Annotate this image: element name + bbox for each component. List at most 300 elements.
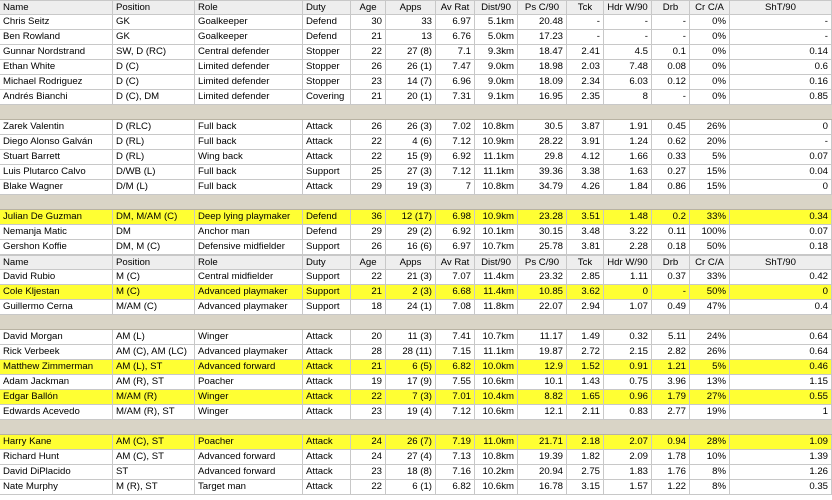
- cell-av-rat: 6.76: [436, 30, 475, 44]
- cell-tck: 3.15: [567, 480, 604, 494]
- cell-tck: 2.41: [567, 45, 604, 59]
- cell-apps: 13: [386, 30, 436, 44]
- column-header-age[interactable]: Age: [351, 256, 386, 270]
- cell-hdr-w-90: -: [604, 15, 652, 29]
- cell-drb: -: [652, 15, 690, 29]
- column-header-name[interactable]: Name: [0, 1, 113, 15]
- cell-role: Full back: [195, 165, 303, 179]
- cell-hdr-w-90: 1.66: [604, 150, 652, 164]
- column-header-role[interactable]: Role: [195, 1, 303, 15]
- cell-position: D/M (L): [113, 180, 195, 194]
- cell-hdr-w-90: 7.48: [604, 60, 652, 74]
- column-header-position[interactable]: Position: [113, 1, 195, 15]
- column-header-ps-c-90[interactable]: Ps C/90: [518, 256, 567, 270]
- column-header-cr-c-a[interactable]: Cr C/A: [690, 1, 730, 15]
- column-header-apps[interactable]: Apps: [386, 1, 436, 15]
- cell-drb: 0.45: [652, 120, 690, 134]
- cell-av-rat: 7.12: [436, 405, 475, 419]
- column-header-cr-c-a[interactable]: Cr C/A: [690, 256, 730, 270]
- cell-age: 20: [351, 330, 386, 344]
- cell-sht-90: -: [730, 30, 832, 44]
- column-header-tck[interactable]: Tck: [567, 256, 604, 270]
- cell-sht-90: 0.64: [730, 330, 832, 344]
- cell-sht-90: 0.18: [730, 240, 832, 254]
- cell-dist-90: 11.1km: [475, 165, 518, 179]
- cell-dist-90: 10.9km: [475, 135, 518, 149]
- cell-position: SW, D (RC): [113, 45, 195, 59]
- cell-duty: Support: [303, 165, 351, 179]
- player-row[interactable]: [0, 180, 832, 195]
- cell-name: Guillermo Cerna: [0, 300, 113, 314]
- cell-dist-90: 10.8km: [475, 180, 518, 194]
- cell-sht-90: 0.07: [730, 225, 832, 239]
- cell-dist-90: 9.3km: [475, 45, 518, 59]
- cell-age: 22: [351, 45, 386, 59]
- player-row[interactable]: [0, 30, 832, 45]
- cell-ps-c-90: 25.78: [518, 240, 567, 254]
- cell-cr-c-a: 15%: [690, 165, 730, 179]
- cell-tck: 3.91: [567, 135, 604, 149]
- column-header-dist-90[interactable]: Dist/90: [475, 1, 518, 15]
- cell-role: Goalkeeper: [195, 15, 303, 29]
- cell-role: Advanced playmaker: [195, 345, 303, 359]
- player-row[interactable]: [0, 240, 832, 255]
- cell-cr-c-a: 28%: [690, 435, 730, 449]
- cell-role: Poacher: [195, 435, 303, 449]
- cell-av-rat: 7.16: [436, 465, 475, 479]
- cell-dist-90: 10.8km: [475, 120, 518, 134]
- cell-apps: 16 (6): [386, 240, 436, 254]
- cell-cr-c-a: 33%: [690, 210, 730, 224]
- cell-hdr-w-90: 0.91: [604, 360, 652, 374]
- cell-av-rat: 7.01: [436, 390, 475, 404]
- cell-drb: 0.18: [652, 240, 690, 254]
- cell-name: Blake Wagner: [0, 180, 113, 194]
- cell-tck: 4.26: [567, 180, 604, 194]
- cell-age: 22: [351, 480, 386, 494]
- cell-role: Advanced playmaker: [195, 285, 303, 299]
- cell-sht-90: -: [730, 15, 832, 29]
- cell-name: Matthew Zimmerman: [0, 360, 113, 374]
- cell-apps: 14 (7): [386, 75, 436, 89]
- player-row[interactable]: [0, 345, 832, 360]
- cell-apps: 26 (7): [386, 435, 436, 449]
- cell-av-rat: 6.97: [436, 15, 475, 29]
- cell-duty: Stopper: [303, 60, 351, 74]
- cell-duty: Attack: [303, 375, 351, 389]
- cell-duty: Support: [303, 240, 351, 254]
- cell-position: M/AM (C): [113, 300, 195, 314]
- cell-tck: 3.62: [567, 285, 604, 299]
- cell-apps: 6 (5): [386, 360, 436, 374]
- player-row[interactable]: [0, 75, 832, 90]
- cell-position: D (C): [113, 60, 195, 74]
- group-divider: [0, 195, 832, 210]
- cell-apps: 26 (1): [386, 60, 436, 74]
- column-header-role[interactable]: Role: [195, 256, 303, 270]
- cell-sht-90: 1: [730, 405, 832, 419]
- cell-av-rat: 7.1: [436, 45, 475, 59]
- cell-drb: 1.76: [652, 465, 690, 479]
- cell-duty: Defend: [303, 30, 351, 44]
- cell-age: 21: [351, 285, 386, 299]
- cell-hdr-w-90: 0: [604, 285, 652, 299]
- cell-apps: 19 (3): [386, 180, 436, 194]
- cell-drb: 0.08: [652, 60, 690, 74]
- cell-sht-90: 0: [730, 120, 832, 134]
- cell-role: Limited defender: [195, 75, 303, 89]
- column-header-hdr-w-90[interactable]: Hdr W/90: [604, 256, 652, 270]
- cell-age: 24: [351, 450, 386, 464]
- cell-ps-c-90: 18.98: [518, 60, 567, 74]
- cell-duty: Attack: [303, 150, 351, 164]
- cell-cr-c-a: 0%: [690, 30, 730, 44]
- cell-sht-90: 1.39: [730, 450, 832, 464]
- player-row[interactable]: [0, 165, 832, 180]
- cell-drb: 0.62: [652, 135, 690, 149]
- cell-role: Poacher: [195, 375, 303, 389]
- highlighted-player-row[interactable]: [0, 210, 832, 225]
- cell-dist-90: 10.9km: [475, 210, 518, 224]
- cell-ps-c-90: 12.9: [518, 360, 567, 374]
- cell-hdr-w-90: 2.15: [604, 345, 652, 359]
- cell-apps: 33: [386, 15, 436, 29]
- cell-name: Ben Rowland: [0, 30, 113, 44]
- cell-cr-c-a: 15%: [690, 180, 730, 194]
- cell-drb: 2.82: [652, 345, 690, 359]
- cell-position: M/AM (R): [113, 390, 195, 404]
- highlighted-player-row[interactable]: [0, 435, 832, 450]
- cell-tck: 1.65: [567, 390, 604, 404]
- cell-position: DM, M (C): [113, 240, 195, 254]
- cell-tck: 3.51: [567, 210, 604, 224]
- cell-position: GK: [113, 30, 195, 44]
- cell-sht-90: 0.34: [730, 210, 832, 224]
- cell-name: Luis Plutarco Calvo: [0, 165, 113, 179]
- cell-role: Central defender: [195, 45, 303, 59]
- cell-position: AM (L): [113, 330, 195, 344]
- highlighted-player-row[interactable]: [0, 360, 832, 375]
- cell-ps-c-90: 30.5: [518, 120, 567, 134]
- cell-position: AM (C), ST: [113, 450, 195, 464]
- cell-age: 26: [351, 240, 386, 254]
- cell-drb: -: [652, 285, 690, 299]
- player-row[interactable]: [0, 135, 832, 150]
- cell-tck: 2.03: [567, 60, 604, 74]
- cell-ps-c-90: 29.8: [518, 150, 567, 164]
- player-row[interactable]: [0, 270, 832, 285]
- cell-sht-90: 0.85: [730, 90, 832, 104]
- cell-name: David Morgan: [0, 330, 113, 344]
- cell-tck: 3.87: [567, 120, 604, 134]
- cell-sht-90: 1.26: [730, 465, 832, 479]
- cell-tck: 2.34: [567, 75, 604, 89]
- player-row[interactable]: [0, 15, 832, 30]
- table-header-row: [0, 0, 832, 15]
- cell-age: 19: [351, 375, 386, 389]
- cell-apps: 26 (3): [386, 120, 436, 134]
- cell-duty: Attack: [303, 390, 351, 404]
- cell-tck: 1.52: [567, 360, 604, 374]
- cell-tck: 2.35: [567, 90, 604, 104]
- player-row[interactable]: [0, 45, 832, 60]
- cell-duty: Defend: [303, 225, 351, 239]
- cell-name: Edgar Ballón: [0, 390, 113, 404]
- cell-drb: 5.11: [652, 330, 690, 344]
- cell-role: Limited defender: [195, 60, 303, 74]
- cell-av-rat: 7.31: [436, 90, 475, 104]
- cell-apps: 29 (2): [386, 225, 436, 239]
- cell-dist-90: 10.2km: [475, 465, 518, 479]
- cell-apps: 4 (6): [386, 135, 436, 149]
- cell-name: Chris Seitz: [0, 15, 113, 29]
- cell-ps-c-90: 10.1: [518, 375, 567, 389]
- cell-sht-90: 0.07: [730, 150, 832, 164]
- player-row[interactable]: [0, 465, 832, 480]
- column-header-age[interactable]: Age: [351, 1, 386, 15]
- cell-age: 18: [351, 300, 386, 314]
- cell-name: Harry Kane: [0, 435, 113, 449]
- cell-ps-c-90: 18.09: [518, 75, 567, 89]
- cell-sht-90: -: [730, 135, 832, 149]
- player-row[interactable]: [0, 375, 832, 390]
- cell-duty: Attack: [303, 345, 351, 359]
- cell-ps-c-90: 20.48: [518, 15, 567, 29]
- column-header-tck[interactable]: Tck: [567, 1, 604, 15]
- cell-drb: 3.96: [652, 375, 690, 389]
- cell-ps-c-90: 18.47: [518, 45, 567, 59]
- cell-role: Defensive midfielder: [195, 240, 303, 254]
- cell-role: Winger: [195, 405, 303, 419]
- cell-name: Gunnar Nordstrand: [0, 45, 113, 59]
- cell-ps-c-90: 39.36: [518, 165, 567, 179]
- cell-name: Diego Alonso Galván: [0, 135, 113, 149]
- player-row[interactable]: [0, 150, 832, 165]
- cell-drb: 0.49: [652, 300, 690, 314]
- cell-sht-90: 0.16: [730, 75, 832, 89]
- cell-hdr-w-90: 0.83: [604, 405, 652, 419]
- highlighted-player-row[interactable]: [0, 285, 832, 300]
- cell-position: M (C): [113, 270, 195, 284]
- cell-drb: 0.33: [652, 150, 690, 164]
- cell-position: D (RL): [113, 150, 195, 164]
- column-header-ps-c-90[interactable]: Ps C/90: [518, 1, 567, 15]
- cell-ps-c-90: 23.28: [518, 210, 567, 224]
- cell-sht-90: 0.14: [730, 45, 832, 59]
- cell-ps-c-90: 23.32: [518, 270, 567, 284]
- column-header-apps[interactable]: Apps: [386, 256, 436, 270]
- cell-av-rat: 6.92: [436, 150, 475, 164]
- cell-ps-c-90: 28.22: [518, 135, 567, 149]
- cell-name: Ethan White: [0, 60, 113, 74]
- cell-position: M (R), ST: [113, 480, 195, 494]
- cell-role: Winger: [195, 390, 303, 404]
- cell-cr-c-a: 0%: [690, 75, 730, 89]
- cell-dist-90: 10.6km: [475, 405, 518, 419]
- cell-cr-c-a: 24%: [690, 330, 730, 344]
- cell-dist-90: 11.0km: [475, 435, 518, 449]
- cell-av-rat: 7.47: [436, 60, 475, 74]
- cell-dist-90: 11.1km: [475, 150, 518, 164]
- column-header-position[interactable]: Position: [113, 256, 195, 270]
- cell-tck: 2.85: [567, 270, 604, 284]
- cell-av-rat: 6.82: [436, 360, 475, 374]
- cell-av-rat: 7.55: [436, 375, 475, 389]
- cell-cr-c-a: 8%: [690, 465, 730, 479]
- cell-position: AM (C), ST: [113, 435, 195, 449]
- cell-ps-c-90: 19.39: [518, 450, 567, 464]
- cell-av-rat: 6.96: [436, 75, 475, 89]
- player-row[interactable]: [0, 405, 832, 420]
- cell-drb: 0.12: [652, 75, 690, 89]
- cell-name: Michael Rodriguez: [0, 75, 113, 89]
- cell-age: 36: [351, 210, 386, 224]
- cell-position: AM (R), ST: [113, 375, 195, 389]
- cell-cr-c-a: 0%: [690, 45, 730, 59]
- cell-position: DM: [113, 225, 195, 239]
- cell-ps-c-90: 16.78: [518, 480, 567, 494]
- cell-tck: 1.43: [567, 375, 604, 389]
- cell-cr-c-a: 100%: [690, 225, 730, 239]
- cell-drb: 0.11: [652, 225, 690, 239]
- cell-apps: 2 (3): [386, 285, 436, 299]
- player-row[interactable]: [0, 90, 832, 105]
- player-row[interactable]: [0, 330, 832, 345]
- column-header-sht-90[interactable]: ShT/90: [730, 256, 832, 270]
- cell-role: Advanced forward: [195, 465, 303, 479]
- cell-sht-90: 0.6: [730, 60, 832, 74]
- cell-name: Rick Verbeek: [0, 345, 113, 359]
- cell-sht-90: 0.55: [730, 390, 832, 404]
- cell-age: 24: [351, 435, 386, 449]
- cell-drb: 0.27: [652, 165, 690, 179]
- player-row[interactable]: [0, 300, 832, 315]
- cell-av-rat: 7.07: [436, 270, 475, 284]
- cell-age: 23: [351, 75, 386, 89]
- cell-cr-c-a: 50%: [690, 285, 730, 299]
- cell-dist-90: 10.6km: [475, 375, 518, 389]
- cell-cr-c-a: 50%: [690, 240, 730, 254]
- cell-ps-c-90: 10.85: [518, 285, 567, 299]
- cell-hdr-w-90: 1.48: [604, 210, 652, 224]
- cell-tck: 2.75: [567, 465, 604, 479]
- cell-role: Full back: [195, 180, 303, 194]
- cell-hdr-w-90: 0.75: [604, 375, 652, 389]
- cell-duty: Attack: [303, 360, 351, 374]
- player-row[interactable]: [0, 450, 832, 465]
- column-header-drb[interactable]: Drb: [652, 256, 690, 270]
- cell-cr-c-a: 10%: [690, 450, 730, 464]
- cell-sht-90: 0: [730, 285, 832, 299]
- cell-ps-c-90: 30.15: [518, 225, 567, 239]
- column-header-hdr-w-90[interactable]: Hdr W/90: [604, 1, 652, 15]
- cell-hdr-w-90: 1.63: [604, 165, 652, 179]
- column-header-name[interactable]: Name: [0, 256, 113, 270]
- cell-apps: 28 (11): [386, 345, 436, 359]
- cell-apps: 27 (3): [386, 165, 436, 179]
- column-header-duty[interactable]: Duty: [303, 1, 351, 15]
- highlighted-player-row[interactable]: [0, 390, 832, 405]
- cell-cr-c-a: 20%: [690, 135, 730, 149]
- cell-name: Zarek Valentin: [0, 120, 113, 134]
- cell-ps-c-90: 19.87: [518, 345, 567, 359]
- cell-hdr-w-90: 1.84: [604, 180, 652, 194]
- cell-tck: 1.82: [567, 450, 604, 464]
- cell-name: David DiPlacido: [0, 465, 113, 479]
- cell-drb: -: [652, 30, 690, 44]
- cell-apps: 17 (9): [386, 375, 436, 389]
- player-row[interactable]: [0, 120, 832, 135]
- cell-hdr-w-90: 2.28: [604, 240, 652, 254]
- cell-av-rat: 7: [436, 180, 475, 194]
- column-header-dist-90[interactable]: Dist/90: [475, 256, 518, 270]
- cell-age: 21: [351, 360, 386, 374]
- cell-dist-90: 10.8km: [475, 450, 518, 464]
- cell-hdr-w-90: 1.91: [604, 120, 652, 134]
- cell-name: Nemanja Matic: [0, 225, 113, 239]
- cell-position: D (C), DM: [113, 90, 195, 104]
- cell-drb: 0.2: [652, 210, 690, 224]
- cell-sht-90: 0.4: [730, 300, 832, 314]
- cell-hdr-w-90: 1.83: [604, 465, 652, 479]
- cell-age: 22: [351, 150, 386, 164]
- cell-hdr-w-90: 1.07: [604, 300, 652, 314]
- cell-age: 22: [351, 135, 386, 149]
- cell-av-rat: 6.68: [436, 285, 475, 299]
- cell-duty: Attack: [303, 180, 351, 194]
- column-header-av-rat[interactable]: Av Rat: [436, 1, 475, 15]
- cell-av-rat: 6.98: [436, 210, 475, 224]
- cell-duty: Covering: [303, 90, 351, 104]
- cell-role: Target man: [195, 480, 303, 494]
- cell-tck: -: [567, 15, 604, 29]
- cell-position: DM, M/AM (C): [113, 210, 195, 224]
- cell-dist-90: 10.4km: [475, 390, 518, 404]
- cell-apps: 21 (3): [386, 270, 436, 284]
- cell-age: 26: [351, 120, 386, 134]
- cell-role: Advanced playmaker: [195, 300, 303, 314]
- cell-apps: 12 (17): [386, 210, 436, 224]
- cell-age: 26: [351, 60, 386, 74]
- cell-duty: Attack: [303, 330, 351, 344]
- column-header-av-rat[interactable]: Av Rat: [436, 256, 475, 270]
- cell-drb: 1.78: [652, 450, 690, 464]
- column-header-duty[interactable]: Duty: [303, 256, 351, 270]
- cell-dist-90: 10.6km: [475, 480, 518, 494]
- cell-drb: 2.77: [652, 405, 690, 419]
- cell-duty: Attack: [303, 135, 351, 149]
- player-row[interactable]: [0, 480, 832, 495]
- cell-hdr-w-90: 0.96: [604, 390, 652, 404]
- cell-age: 23: [351, 405, 386, 419]
- cell-drb: 1.79: [652, 390, 690, 404]
- cell-name: David Rubio: [0, 270, 113, 284]
- cell-ps-c-90: 21.71: [518, 435, 567, 449]
- cell-dist-90: 9.0km: [475, 75, 518, 89]
- cell-hdr-w-90: 2.09: [604, 450, 652, 464]
- player-row[interactable]: [0, 60, 832, 75]
- column-header-drb[interactable]: Drb: [652, 1, 690, 15]
- cell-role: Advanced forward: [195, 450, 303, 464]
- cell-hdr-w-90: 4.5: [604, 45, 652, 59]
- cell-tck: 3.81: [567, 240, 604, 254]
- cell-cr-c-a: 47%: [690, 300, 730, 314]
- player-row[interactable]: [0, 225, 832, 240]
- cell-hdr-w-90: 2.07: [604, 435, 652, 449]
- cell-hdr-w-90: 1.11: [604, 270, 652, 284]
- cell-hdr-w-90: 1.24: [604, 135, 652, 149]
- column-header-sht-90[interactable]: ShT/90: [730, 1, 832, 15]
